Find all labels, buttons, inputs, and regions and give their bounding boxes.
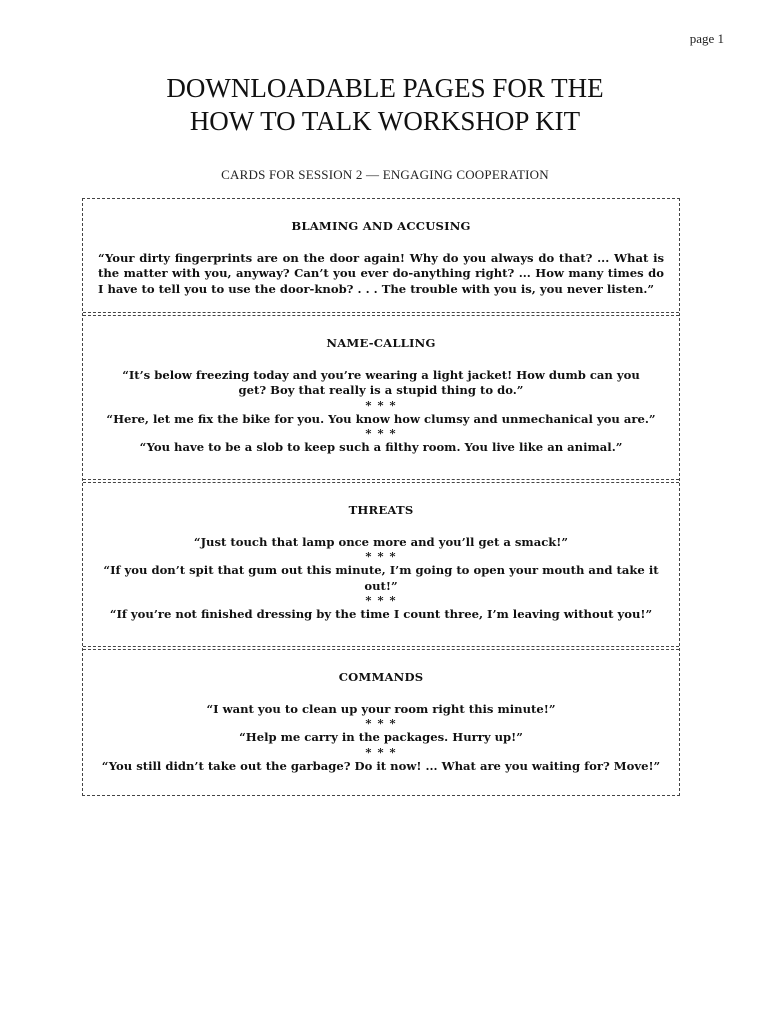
card-blaming-and-accusing	[83, 199, 679, 312]
cards-container	[82, 198, 680, 796]
page-title-line-1: DOWNLOADABLE PAGES FOR THE	[166, 73, 604, 103]
quote-separator: * * *	[365, 716, 397, 730]
card-name-calling	[83, 316, 679, 479]
session-subtitle: CARDS FOR SESSION 2 — ENGAGING COOPERATION	[221, 167, 549, 182]
quote-separator: * * *	[365, 549, 397, 563]
card-quote: “If you’re not finished dressing by the time I count three, I’m leaving without you!”	[109, 607, 653, 621]
page-title-line-2: HOW TO TALK WORKSHOP KIT	[189, 106, 581, 136]
card-quote: “Just touch that lamp once more and you’ll get a smack!”	[193, 534, 569, 549]
card-quote: “I want you to clean up your room right this minute!”	[206, 701, 556, 716]
card-title: BLAMING AND ACCUSING	[291, 219, 471, 233]
card-quote: “You still didn’t take out the garbage? Do it now! ... What are you waiting for? Move!”	[101, 758, 661, 773]
card-quote: “Your dirty fingerprints are on the door again! Why do you always do that? ... What is the matter with you, anyway? Can’t you ever do-anything right? ... How many times do I have to tell you to use the door-knob? . . . The trouble with you is, you never listen.”	[98, 250, 664, 296]
page-number: page 1	[689, 31, 724, 46]
page-title	[0, 72, 770, 138]
card-quote: “If you don’t spit that gum out this minute, I’m going to open your mouth and take it out!”	[103, 563, 659, 593]
quote-separator: * * *	[365, 593, 397, 607]
quote-separator: * * *	[365, 744, 397, 759]
card-title: NAME-CALLING	[326, 336, 436, 350]
card-title: COMMANDS	[338, 670, 424, 684]
card-quote: “Help me carry in the packages. Hurry up!”	[239, 730, 523, 744]
card-threats	[83, 483, 679, 646]
card-quote: “Here, let me fix the bike for you. You know how clumsy and unmechanical you are.”	[106, 411, 656, 426]
card-title: THREATS	[348, 503, 414, 517]
card-quote: “You have to be a slob to keep such a filthy room. You live like an animal.”	[139, 440, 623, 454]
quote-separator: * * *	[365, 426, 397, 440]
card-commands	[83, 650, 679, 795]
quote-separator: * * *	[365, 397, 397, 412]
card-quote: “It’s below freezing today and you’re wearing a light jacket! How dumb can you get? Boy that really is a stupid thing to do.”	[122, 367, 640, 397]
